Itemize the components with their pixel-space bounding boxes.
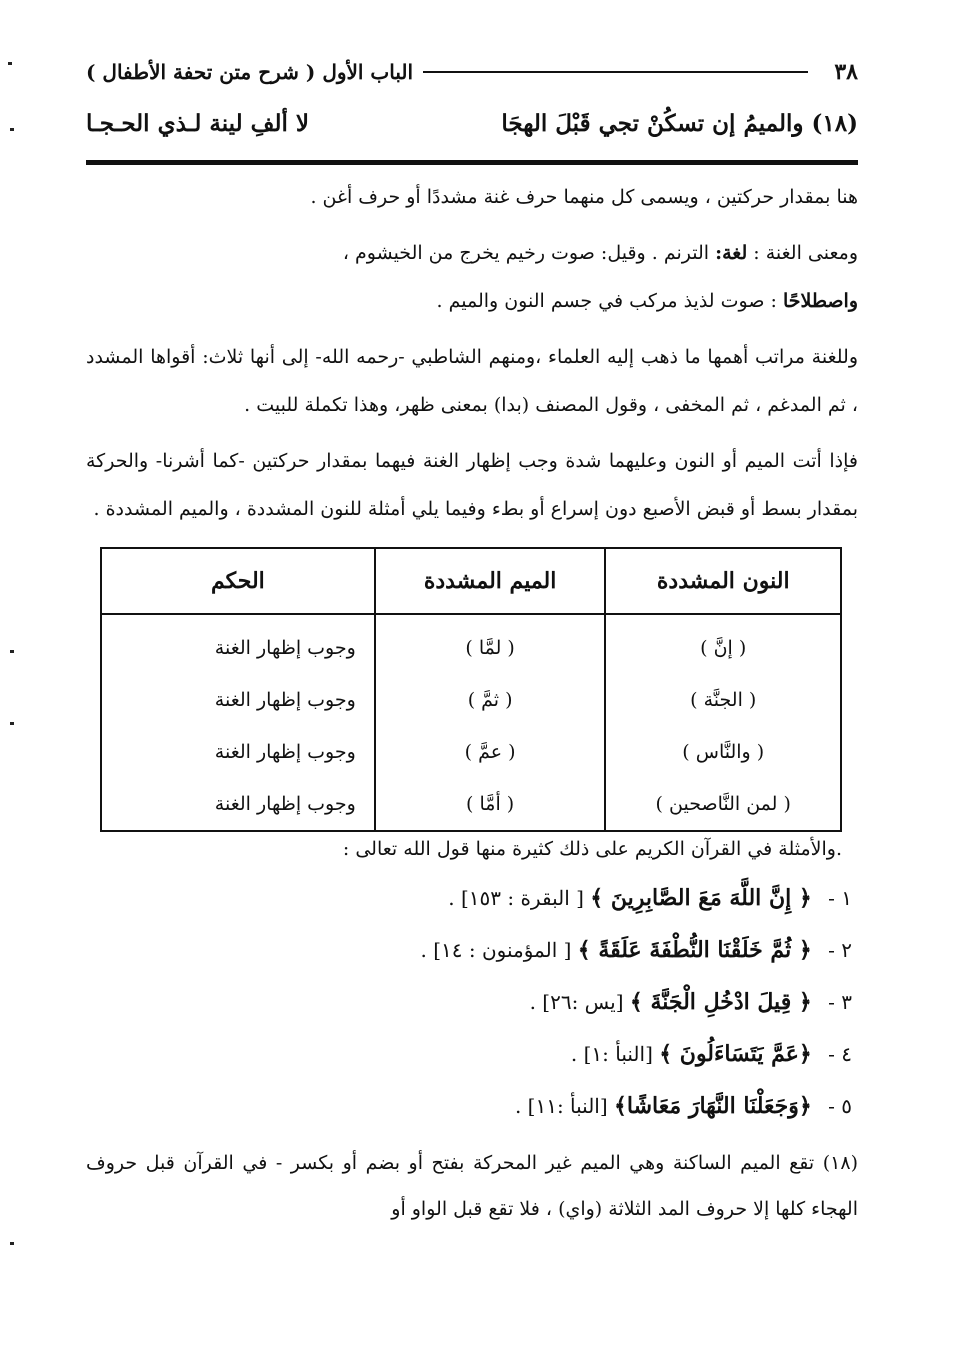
verse-hemistich-2: لا ألفِ لينة لـذي الحـجـا — [86, 109, 309, 137]
paragraph-text — [86, 229, 858, 325]
meem-example: ( عمَّ ) — [375, 726, 606, 778]
running-header — [86, 52, 858, 92]
table-row — [101, 674, 841, 726]
ayah-text: ﴿عَمَّ يَتَسَاءَلُونَ ﴾ — [659, 1041, 812, 1067]
example-number: ٥ - — [828, 1094, 852, 1118]
paragraph-2 — [86, 229, 858, 325]
ayah-reference: [ المؤمنون : ١٤] . — [420, 938, 572, 962]
scan-speck — [10, 722, 14, 725]
term-lughatan: لغة: — [715, 242, 748, 264]
example-number: ١ - — [828, 886, 852, 910]
ayah-text: ﴿وَجَعَلْنَا النَّهَارَ مَعَاشًا﴾ — [614, 1093, 812, 1119]
scan-speck — [10, 128, 14, 131]
book-page — [86, 52, 858, 1352]
paragraph-1 — [86, 173, 858, 221]
quran-example — [86, 872, 852, 924]
meem-example: ( ثمَّ ) — [375, 674, 606, 726]
paragraph-3 — [86, 333, 858, 429]
scan-speck — [8, 62, 12, 65]
noon-example: ( الجنَّة ) — [605, 674, 841, 726]
quran-example — [86, 1080, 852, 1132]
verse-hemistich-1: (١٨) والميمُ إن تسكُنْ تجي قَبْلَ الهجَا — [501, 109, 858, 137]
paragraph-text: وللغنة مراتب أهمها ما ذهب إليه العلماء ،ومنهم الشاطبي -رحمه الله- إلى أنها ثلاث: أقواها المشدد ، ثم المدغم ، ثم المخفى ، وقول المصنف (بدا) بمعنى ظهر، وهذا تكملة للبيت . — [86, 346, 858, 416]
ruling: وجوب إظهار الغنة — [101, 614, 375, 674]
ayah-text: ﴿ قِيلَ ادْخُلِ الْجَنَّةَ ﴾ — [629, 989, 812, 1015]
table-row — [101, 726, 841, 778]
verse-divider — [86, 160, 858, 165]
noon-example: ( والنَّاس ) — [605, 726, 841, 778]
quran-example — [86, 1028, 852, 1080]
quran-example — [86, 924, 852, 976]
page-number: ٣٨ — [834, 59, 858, 85]
table-row — [101, 614, 841, 674]
example-number: ٤ - — [828, 1042, 852, 1066]
ruling: وجوب إظهار الغنة — [101, 778, 375, 831]
ayah-reference: [يس :٢٦] . — [529, 990, 624, 1014]
paragraph-text: هنا بمقدار حركتين ، ويسمى كل منهما حرف غنة مشددًا أو حرف أغن . — [310, 186, 858, 208]
scan-speck — [10, 1242, 14, 1245]
chapter-title: الباب الأول ( شرح متن تحفة الأطفال ) — [86, 60, 414, 84]
header-noon-mushaddadah: النون المشددة — [605, 548, 841, 614]
meem-example: ( لمَّا ) — [375, 614, 606, 674]
scan-speck — [10, 650, 14, 653]
table-header-row — [101, 548, 841, 614]
quran-example — [86, 976, 852, 1028]
ghunnah-table — [100, 547, 842, 832]
paragraph-4 — [86, 437, 858, 533]
ayah-reference: [النبأ :١١] . — [514, 1094, 608, 1118]
header-rule — [423, 71, 808, 73]
header-hukm: الحكم — [101, 548, 375, 614]
noon-example: ( إنَّ ) — [605, 614, 841, 674]
example-number: ٢ - — [828, 938, 852, 962]
ruling: وجوب إظهار الغنة — [101, 674, 375, 726]
text-run: الترنم . وقيل: صوت رخيم يخرج من الخيشوم ، — [342, 242, 716, 264]
ayah-text: ﴿ إِنَّ اللَّهَ مَعَ الصَّابِرِينَ ﴾ — [590, 885, 812, 911]
meem-example: ( أمَّا ) — [375, 778, 606, 831]
header-meem-mushaddadah: الميم المشددة — [375, 548, 606, 614]
footnote-text: (١٨) تقع الميم الساكنة وهي الميم غير المحركة بفتح أو بضم أو بكسر - في القرآن قبل حروف الهجاء كلها إلا حروف المد الثلاثة (واي) ، فلا تقع قبل الواو أو — [86, 1152, 858, 1220]
term-istilahan: واصطلاحًا — [782, 290, 858, 312]
ayah-text: ﴿ ثُمَّ خَلَقْنَا النُّطْفَةَ عَلَقَةً ﴾ — [577, 937, 812, 963]
ayah-reference: [ البقرة : ١٥٣] . — [448, 886, 584, 910]
paragraph-text: فإذا أتت الميم أو النون وعليهما شدة وجب إظهار الغنة فيهما بمقدار حركتين -كما أشرنا- والحركة بمقدار بسط أو قبض الأصبع دون إسراع أو بطء وفيما يلي أمثلة للنون المشددة ، والميم المشددة . — [86, 450, 858, 520]
ruling: وجوب إظهار الغنة — [101, 726, 375, 778]
footnote — [86, 1140, 858, 1232]
text-run: : صوت لذيذ مركب في جسم النون والميم . — [436, 290, 783, 312]
poem-verse — [86, 92, 858, 154]
table-row — [101, 778, 841, 831]
noon-example: ( لمن النَّاصحين ) — [605, 778, 841, 831]
examples-intro: .والأمثلة في القرآن الكريم على ذلك كثيرة منها قول الله تعالى : — [342, 838, 842, 860]
example-number: ٣ - — [828, 990, 852, 1014]
ayah-reference: [النبأ :١] . — [570, 1042, 653, 1066]
text-run: ومعنى الغنة : — [747, 242, 858, 264]
